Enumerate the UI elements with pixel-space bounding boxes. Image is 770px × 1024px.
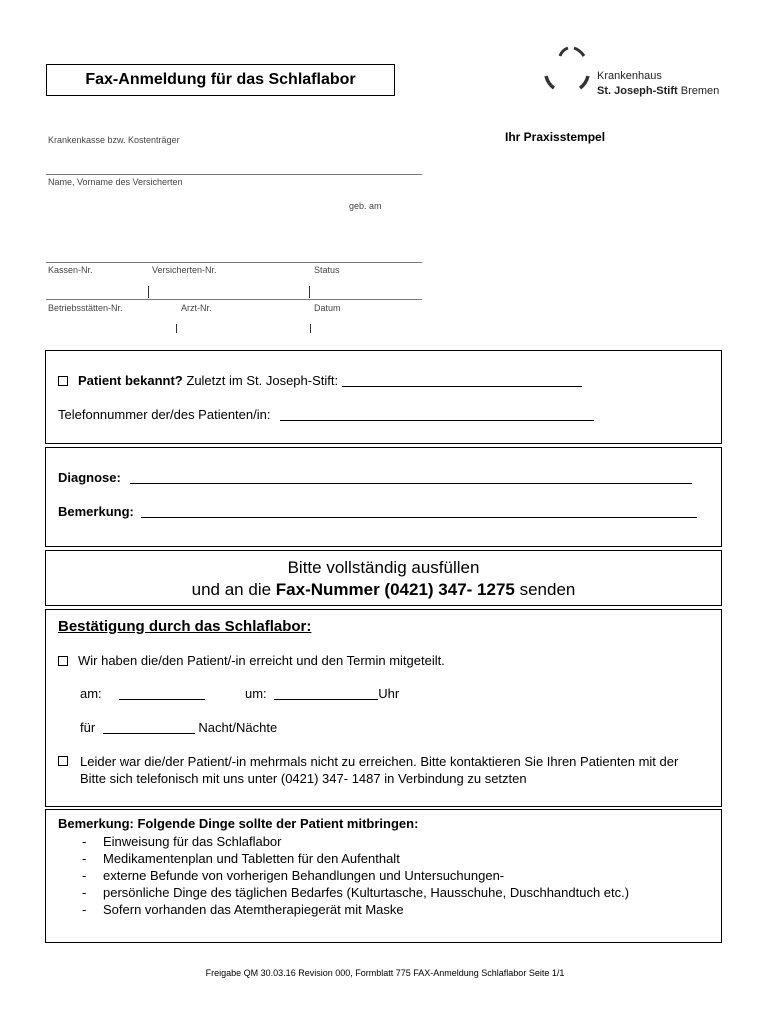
fuer-field[interactable] [103,733,195,734]
naechte-label: Nacht/Nächte [198,720,278,735]
bemerkung-row [58,504,697,519]
patient-bekannt-row [58,373,582,388]
praxisstempel-label: Ihr Praxisstempel [505,130,606,144]
list-item-text: persönliche Dinge des täglichen Bedarfes (Kulturtasche, Hausschuhe, Duschhandtuch etc.) [103,885,630,900]
list-item-text: Medikamentenplan und Tabletten für den Aufenthalt [103,851,400,866]
logo-city: Bremen [677,85,720,97]
name-line[interactable] [46,262,422,263]
form-title: Fax-Anmeldung für das Schlaflabor [46,64,395,96]
fax-line2-post: senden [514,580,576,599]
bemerkung-label: Bemerkung: [58,504,134,519]
divider-tick [309,286,310,298]
kassen-line[interactable] [46,299,422,300]
telefon-row [58,407,594,422]
fax-number: Fax-Nummer (0421) 347- 1275 [275,580,515,599]
option2-row [58,753,698,787]
divider-tick [148,286,149,298]
confirmation-heading: Bestätigung durch das Schlaflabor: [58,618,312,635]
list-item-text: Einweisung für das Schlaflabor [103,834,282,849]
fuer-row [80,720,277,735]
diagnose-field[interactable] [130,483,692,484]
bring-box [45,809,722,943]
bemerkung-field[interactable] [141,517,697,518]
list-item: - persönliche Dinge des täglichen Bedarfes (Kulturtasche, Hausschuhe, Duschhandtuch etc.) [82,885,630,900]
am-label: am: [80,686,102,701]
footer-text: Freigabe QM 30.03.16 Revision 000, Formblatt 775 FAX-Anmeldung Schlaflabor Seite 1/1 [205,968,565,978]
versicherten-nr-label: Versicherten-Nr. [152,265,217,275]
option2-checkbox[interactable] [58,756,68,766]
betriebsstaetten-label: Betriebsstätten-Nr. [48,303,123,313]
cross-arcs-logo-icon [540,44,592,96]
arzt-nr-label: Arzt-Nr. [181,303,212,313]
um-row [245,686,399,701]
confirmation-box [45,609,722,807]
um-field[interactable] [274,699,378,700]
telefon-field[interactable] [280,420,594,421]
datum-label: Datum [314,303,341,313]
list-item-text: externe Befunde von vorherigen Behandlungen und Untersuchungen- [103,868,505,883]
list-item: - Medikamentenplan und Tabletten für den Aufenthalt [82,851,400,866]
bring-list [58,833,698,918]
kasse-label: Krankenkasse bzw. Kostenträger [48,135,180,145]
list-item: - Sofern vorhanden das Atemtherapiegerät mit Maske [82,902,404,917]
fax-line1: Bitte vollständig ausfüllen [287,558,480,577]
am-field[interactable] [119,699,205,700]
logo-line1: Krankenhaus [597,70,662,82]
geb-label: geb. am [349,201,382,211]
kassen-nr-label: Kassen-Nr. [48,265,93,275]
option1-text: Wir haben die/den Patient/-in erreicht und den Termin mitgeteilt. [78,653,445,668]
option1-row [58,653,445,668]
list-item: - Einweisung für das Schlaflabor [82,834,282,849]
option2-text: Leider war die/der Patient/-in mehrmals nicht zu erreichen. Bitte kontaktieren Sie Ihren Patienten mit der Bitte sich telefonisch mit uns unter (0421) 347- 1487 in Verbindung zu setzten [80,754,679,786]
um-label: um: [245,686,267,701]
diagnose-label: Diagnose: [58,470,121,485]
telefon-label: Telefonnummer der/des Patienten/in: [58,407,271,422]
zuletzt-label: Zuletzt im St. Joseph-Stift: [186,373,339,388]
bring-heading: Bemerkung: Folgende Dinge sollte der Patient mitbringen: [58,816,419,831]
zuletzt-field[interactable] [342,386,582,387]
am-row [80,686,205,701]
status-label: Status [314,265,340,275]
fuer-label: für [80,720,96,735]
patient-bekannt-checkbox[interactable] [58,376,68,386]
divider-tick [310,324,311,333]
list-item-text: Sofern vorhanden das Atemtherapiegerät mit Maske [103,902,404,917]
diagnose-box [45,447,722,547]
logo-line2 [597,85,719,97]
logo-name: St. Joseph-Stift [597,85,678,97]
kasse-line[interactable] [46,174,422,175]
patient-bekannt-label: Patient bekannt? [78,373,183,388]
uhr-label: Uhr [378,686,400,701]
fax-box [45,550,722,606]
option1-checkbox[interactable] [58,656,68,666]
divider-tick [176,324,177,333]
list-item: - externe Befunde von vorherigen Behandlungen und Untersuchungen- [82,868,505,883]
patient-box [45,350,722,444]
fax-line2-pre: und an die [191,580,276,599]
diagnose-row [58,470,692,485]
fax-line2 [46,580,721,600]
name-label: Name, Vorname des Versicherten [48,177,183,187]
